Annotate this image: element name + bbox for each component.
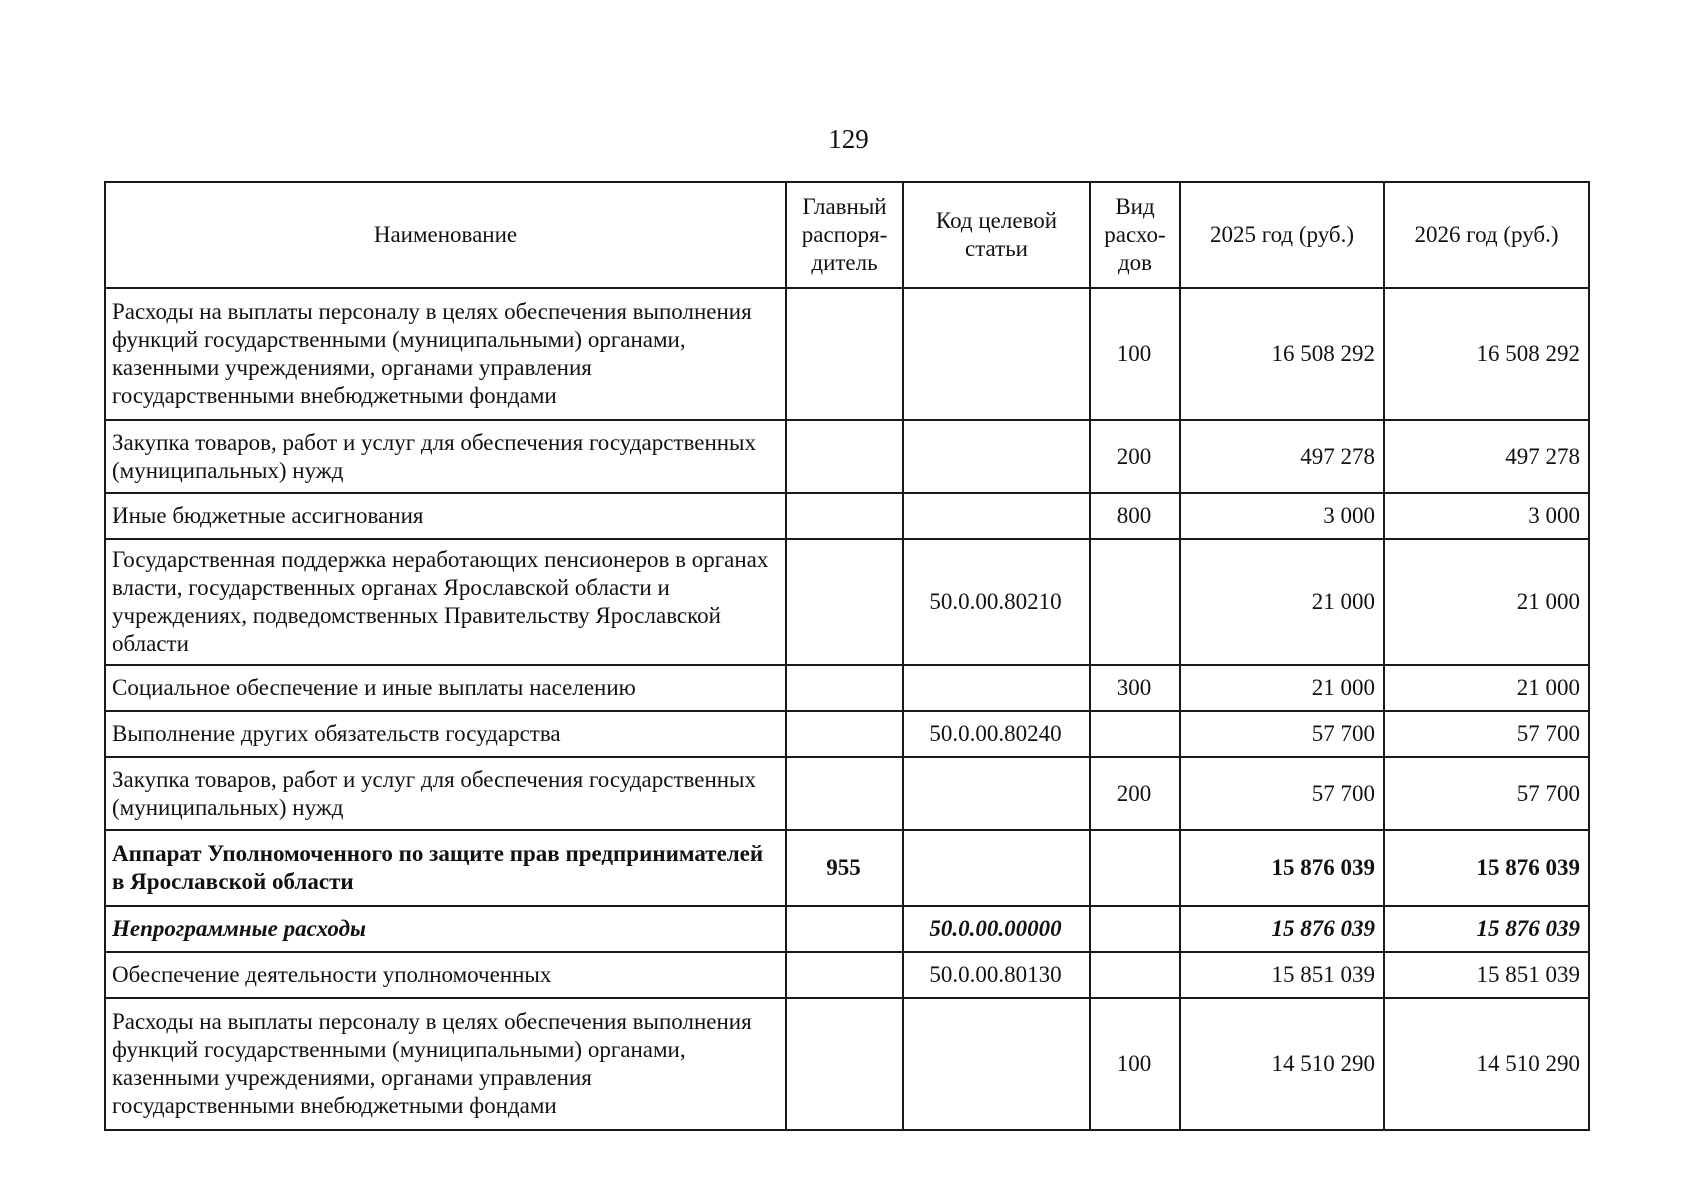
row-name: Обеспечение деятельности уполномоченных xyxy=(105,952,786,998)
row-kind xyxy=(1090,711,1180,757)
row-2025: 57 700 xyxy=(1180,757,1384,830)
header-2025: 2025 год (руб.) xyxy=(1180,182,1384,288)
row-code: 50.0.00.80130 xyxy=(903,952,1090,998)
row-manager: 955 xyxy=(786,830,903,906)
row-code xyxy=(903,288,1090,420)
row-2026: 15 876 039 xyxy=(1384,906,1589,952)
table-row xyxy=(105,711,1589,757)
row-name: Государственная поддержка неработающих пенсионеров в органах власти, государственных органах Ярославской области и учреждениях, подведомственных Правительству Ярославской области xyxy=(105,539,786,665)
row-kind: 100 xyxy=(1090,288,1180,420)
row-kind: 300 xyxy=(1090,665,1180,711)
row-code xyxy=(903,665,1090,711)
row-name: Расходы на выплаты персоналу в целях обеспечения выполнения функций государственными (муниципальными) органами, казенными учреждениями, органами управления государственными внебюджетными фондами xyxy=(105,288,786,420)
row-2026: 16 508 292 xyxy=(1384,288,1589,420)
row-2026: 57 700 xyxy=(1384,711,1589,757)
table-row xyxy=(105,757,1589,830)
row-kind xyxy=(1090,906,1180,952)
row-code: 50.0.00.80240 xyxy=(903,711,1090,757)
row-kind: 800 xyxy=(1090,493,1180,539)
row-manager xyxy=(786,665,903,711)
row-manager xyxy=(786,420,903,493)
row-2026: 15 851 039 xyxy=(1384,952,1589,998)
row-name: Социальное обеспечение и иные выплаты населению xyxy=(105,665,786,711)
row-manager xyxy=(786,288,903,420)
table-row xyxy=(105,998,1589,1130)
header-2026: 2026 год (руб.) xyxy=(1384,182,1589,288)
table-row xyxy=(105,665,1589,711)
row-kind xyxy=(1090,539,1180,665)
row-code xyxy=(903,420,1090,493)
row-2026: 497 278 xyxy=(1384,420,1589,493)
row-kind: 200 xyxy=(1090,757,1180,830)
row-2026: 21 000 xyxy=(1384,539,1589,665)
row-code xyxy=(903,493,1090,539)
table-row xyxy=(105,539,1589,665)
row-2025: 21 000 xyxy=(1180,665,1384,711)
row-manager xyxy=(786,539,903,665)
row-2026: 57 700 xyxy=(1384,757,1589,830)
row-2025: 15 876 039 xyxy=(1180,906,1384,952)
row-manager xyxy=(786,757,903,830)
row-2026: 15 876 039 xyxy=(1384,830,1589,906)
table-header-row xyxy=(105,182,1589,288)
row-name: Иные бюджетные ассигнования xyxy=(105,493,786,539)
table-row xyxy=(105,952,1589,998)
row-2025: 15 851 039 xyxy=(1180,952,1384,998)
table-row xyxy=(105,288,1589,420)
header-kind: Вид расхо-дов xyxy=(1090,182,1180,288)
row-2025: 3 000 xyxy=(1180,493,1384,539)
row-2025: 16 508 292 xyxy=(1180,288,1384,420)
row-name: Аппарат Уполномоченного по защите прав предпринимателей в Ярославской области xyxy=(105,830,786,906)
row-kind xyxy=(1090,830,1180,906)
row-code: 50.0.00.80210 xyxy=(903,539,1090,665)
row-2026: 21 000 xyxy=(1384,665,1589,711)
row-code: 50.0.00.00000 xyxy=(903,906,1090,952)
row-manager xyxy=(786,952,903,998)
row-kind: 100 xyxy=(1090,998,1180,1130)
row-name: Закупка товаров, работ и услуг для обеспечения государственных (муниципальных) нужд xyxy=(105,420,786,493)
row-manager xyxy=(786,906,903,952)
row-2026: 14 510 290 xyxy=(1384,998,1589,1130)
row-manager xyxy=(786,493,903,539)
row-name: Выполнение других обязательств государства xyxy=(105,711,786,757)
row-code xyxy=(903,830,1090,906)
row-manager xyxy=(786,711,903,757)
row-code xyxy=(903,998,1090,1130)
row-2025: 21 000 xyxy=(1180,539,1384,665)
page-number: 129 xyxy=(828,124,869,154)
table-row xyxy=(105,830,1589,906)
table-row xyxy=(105,906,1589,952)
header-code: Код целевой статьи xyxy=(903,182,1090,288)
budget-table xyxy=(104,181,1590,1131)
row-kind: 200 xyxy=(1090,420,1180,493)
row-2025: 57 700 xyxy=(1180,711,1384,757)
row-kind xyxy=(1090,952,1180,998)
header-name: Наименование xyxy=(105,182,786,288)
row-code xyxy=(903,757,1090,830)
header-manager: Главный распоря-дитель xyxy=(786,182,903,288)
row-name: Закупка товаров, работ и услуг для обеспечения государственных (муниципальных) нужд xyxy=(105,757,786,830)
row-2025: 497 278 xyxy=(1180,420,1384,493)
row-2025: 14 510 290 xyxy=(1180,998,1384,1130)
row-name: Непрограммные расходы xyxy=(105,906,786,952)
row-manager xyxy=(786,998,903,1130)
row-name: Расходы на выплаты персоналу в целях обеспечения выполнения функций государственными (муниципальными) органами, казенными учреждениями, органами управления государственными внебюджетными фондами xyxy=(105,998,786,1130)
table-row xyxy=(105,420,1589,493)
table-row xyxy=(105,493,1589,539)
row-2025: 15 876 039 xyxy=(1180,830,1384,906)
row-2026: 3 000 xyxy=(1384,493,1589,539)
